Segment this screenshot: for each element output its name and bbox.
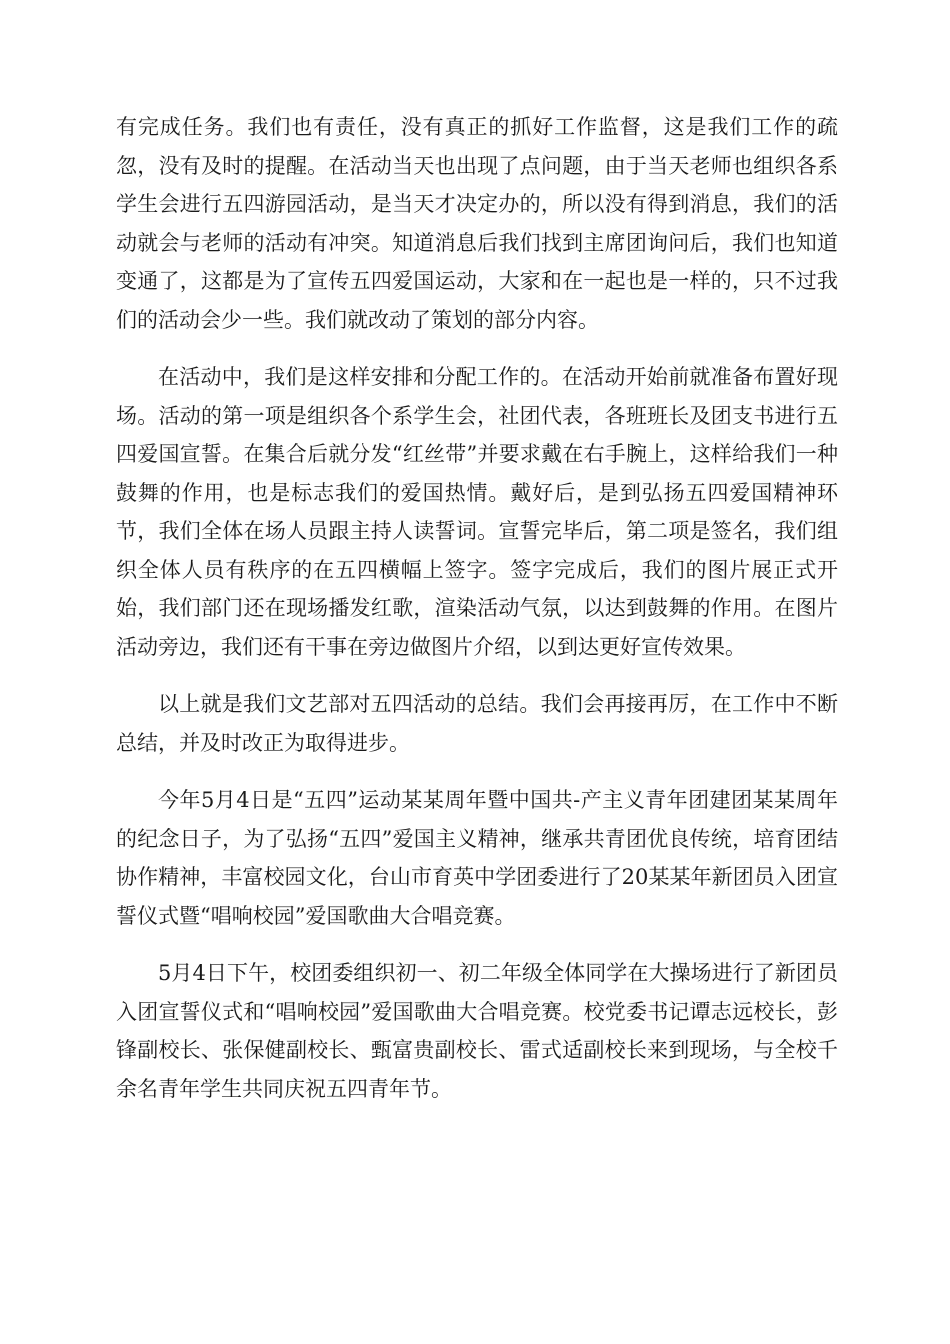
- paragraph-1: 有完成任务。我们也有责任，没有真正的抓好工作监督，这是我们工作的疏忽，没有及时的提醒。在活动当天也出现了点问题，由于当天老师也组织各系学生会进行五四游园活动，是当天才决定办的，所以没有得到消息，我们的活动就会与老师的活动有冲突。知道消息后我们找到主席团询问后，我们也知道变通了，这都是为了宣传五四爱国运动，大家和在一起也是一样的，只不过我们的活动会少一些。我们就改动了策划的部分内容。: [116, 115, 838, 332]
- paragraph-5: 5月4日下午，校团委组织初一、初二年级全体同学在大操场进行了新团员入团宣誓仪式和“唱响校园”爱国歌曲大合唱竞赛。校党委书记谭志远校长，彭锋副校长、张保健副校长、甄富贵副校长、雷式适副校长来到现场，与全校千余名青年学生共同庆祝五四青年节。: [116, 961, 838, 1101]
- document-body: [116, 108, 838, 1127]
- paragraph-2: 在活动中，我们是这样安排和分配工作的。在活动开始前就准备布置好现场。活动的第一项是组织各个系学生会，社团代表，各班班长及团支书进行五四爱国宣誓。在集合后就分发“红丝带”并要求戴在右手腕上，这样给我们一种鼓舞的作用，也是标志我们的爱国热情。戴好后，是到弘扬五四爱国精神环节，我们全体在场人员跟主持人读誓词。宣誓完毕后，第二项是签名，我们组织全体人员有秩序的在五四横幅上签字。签字完成后，我们的图片展正式开始，我们部门还在现场播发红歌，渲染活动气氛，以达到鼓舞的作用。在图片活动旁边，我们还有干事在旁边做图片介绍，以到达更好宣传效果。: [116, 365, 838, 659]
- paragraph-4: 今年5月4日是“五四”运动某某周年暨中国共-产主义青年团建团某某周年的纪念日子，为了弘扬“五四”爱国主义精神，继承共青团优良传统，培育团结协作精神，丰富校园文化，台山市育英中学团委进行了20某某年新团员入团宣誓仪式暨“唱响校园”爱国歌曲大合唱竞赛。: [116, 788, 838, 928]
- paragraph-3: 以上就是我们文艺部对五四活动的总结。我们会再接再厉，在工作中不断总结，并及时改正为取得进步。: [116, 692, 838, 755]
